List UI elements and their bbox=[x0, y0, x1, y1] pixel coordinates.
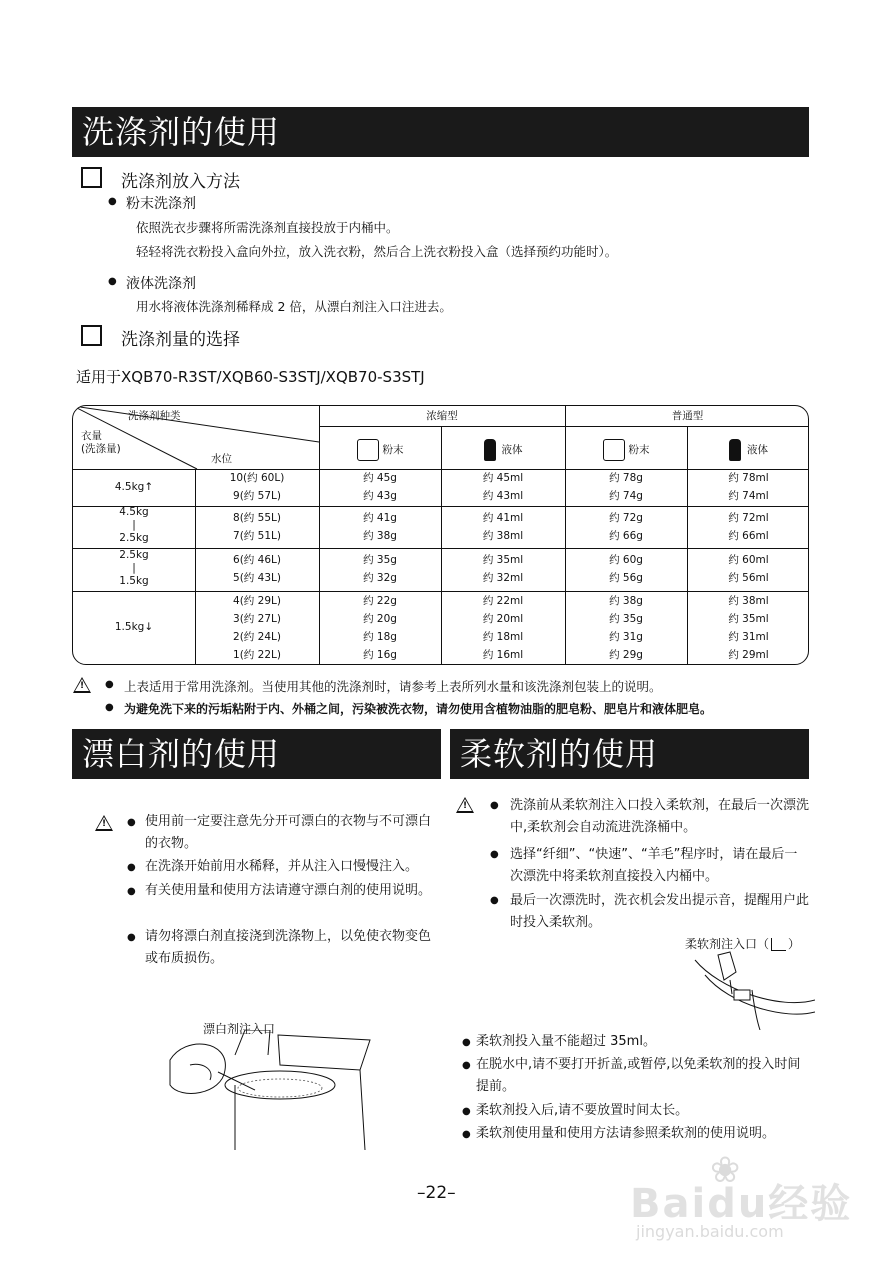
conc-liquid-cell: 约 45ml 约 43ml bbox=[482, 472, 524, 502]
norm-powder-cell: 约 38g 约 35g 约 31g 约 29g bbox=[609, 595, 643, 661]
softener-title-band bbox=[450, 729, 809, 779]
bullet-icon: ● bbox=[127, 932, 136, 943]
normal-header: 普通型 bbox=[671, 410, 704, 422]
table-note-2: 为避免洗下来的污垢粘附于内、外桶之间，污染被洗衣物，请勿使用含植物油脂的肥皂粉、肥皂片和液体肥皂。 bbox=[124, 702, 713, 716]
section-checkbox-icon bbox=[81, 167, 102, 188]
bullet-icon: ● bbox=[105, 702, 114, 713]
conc-liquid-cell: 约 35ml 约 32ml bbox=[482, 554, 524, 584]
baidu-watermark bbox=[630, 1150, 870, 1250]
powder-line-2: 轻轻将洗衣粉投入盒向外拉，放入洗衣粉，然后合上洗衣粉投入盒（选择预约功能时）。 bbox=[136, 244, 618, 259]
liquid-line-1: 用水将液体洗涤剂稀释成 2 倍，从漂白剂注入口注进去。 bbox=[136, 299, 452, 314]
softener-note-1: 柔软剂投入量不能超过 35ml。 bbox=[476, 1034, 656, 1049]
norm-powder-cell: 约 72g 约 66g bbox=[609, 512, 643, 542]
norm-liquid-cell: 约 78ml 约 74ml bbox=[728, 472, 769, 502]
water-cell: 4(约 29L) 3(约 27L) 2(约 24L) 1(约 22L) bbox=[233, 595, 281, 661]
table-note-1: 上表适用于常用洗涤剂。当使用其他的洗涤剂时，请参考上表所列水量和该洗涤剂包装上的说明。 bbox=[124, 679, 662, 694]
load-cell: 4.5kg↑ bbox=[114, 481, 154, 493]
bullet-icon: ● bbox=[462, 1037, 471, 1048]
bullet-icon: ● bbox=[127, 817, 136, 828]
bullet-icon: ● bbox=[127, 862, 136, 873]
softener-item-1: 洗涤前从柔软剂注入口投入柔软剂，在最后一次漂洗中,柔软剂会自动流进洗涤桶中。 bbox=[510, 798, 810, 835]
norm-powder-subheader: 粉末 bbox=[565, 439, 687, 461]
paw-icon: ❀ bbox=[710, 1150, 741, 1191]
conc-liquid-cell: 约 41ml 约 38ml bbox=[482, 512, 524, 542]
detergent-amount-table bbox=[72, 405, 809, 665]
bullet-icon: ● bbox=[462, 1106, 471, 1117]
conc-powder-cell: 约 45g 约 43g bbox=[363, 472, 397, 502]
section-amount-heading: 洗涤剂量的选择 bbox=[121, 330, 240, 350]
bleach-item-2: 在洗涤开始前用水稀释，并从注入口慢慢注入。 bbox=[145, 859, 419, 874]
watermark-url: jingyan.baidu.com bbox=[636, 1222, 784, 1241]
warning-icon: ! bbox=[95, 815, 113, 831]
norm-liquid-cell: 约 72ml 约 66ml bbox=[728, 512, 769, 542]
page-number: –22– bbox=[417, 1183, 456, 1203]
detergent-title-band bbox=[72, 107, 809, 157]
conc-powder-cell: 约 35g 约 32g bbox=[363, 554, 397, 584]
water-cell: 8(约 55L) 7(约 51L) bbox=[233, 512, 281, 542]
corner-water-label: 水位 bbox=[211, 453, 232, 465]
watermark-brand: Baidu经验 bbox=[630, 1181, 853, 1227]
bleach-item-1: 使用前一定要注意先分开可漂白的衣物与不可漂白的衣物。 bbox=[145, 814, 432, 851]
norm-powder-cell: 约 78g 约 74g bbox=[609, 472, 643, 502]
bullet-icon: ● bbox=[490, 849, 499, 860]
norm-powder-cell: 约 60g 约 56g bbox=[609, 554, 643, 584]
softener-item-3: 最后一次漂洗时，洗衣机会发出提示音，提醒用户此时投入柔软剂。 bbox=[510, 893, 810, 930]
section-checkbox-icon bbox=[81, 325, 102, 346]
corner-load-label: 衣量 (洗涤量) bbox=[81, 430, 121, 455]
softener-inlet-illustration bbox=[690, 950, 815, 1030]
bullet-icon: ● bbox=[462, 1129, 471, 1140]
bullet-icon: ● bbox=[105, 679, 114, 690]
liquid-bottle-icon bbox=[484, 439, 496, 461]
applies-to-models: 适用于XQB70-R3ST/XQB60-S3STJ/XQB70-S3STJ bbox=[76, 368, 425, 386]
norm-liquid-subheader: 液体 bbox=[687, 439, 809, 461]
bullet-icon: ● bbox=[490, 895, 499, 906]
bullet-icon: ● bbox=[127, 886, 136, 897]
bleach-title: 漂白剂的使用 bbox=[82, 735, 281, 773]
softener-title: 柔软剂的使用 bbox=[460, 735, 659, 773]
bleach-inlet-label: 漂白剂注入口 bbox=[203, 1022, 276, 1036]
load-cell: 1.5kg↓ bbox=[114, 621, 154, 633]
load-cell: 4.5kg | 2.5kg bbox=[119, 506, 149, 544]
liquid-detergent-label: ● 液体洗涤剂 bbox=[126, 273, 196, 293]
softener-note-3: 柔软剂投入后,请不要放置时间太长。 bbox=[476, 1103, 689, 1118]
powder-line-1: 依照洗衣步骤将所需洗涤剂直接投放于内桶中。 bbox=[136, 220, 399, 235]
softener-note-4: 柔软剂使用量和使用方法请参照柔软剂的使用说明。 bbox=[476, 1126, 776, 1141]
bullet-icon: ● bbox=[462, 1060, 471, 1071]
liquid-bottle-icon bbox=[729, 439, 741, 461]
load-cell: 2.5kg | 1.5kg bbox=[119, 549, 149, 587]
section-placement-heading: 洗涤剂放入方法 bbox=[121, 172, 240, 192]
water-cell: 6(约 46L) 5(约 43L) bbox=[233, 554, 281, 584]
bleach-item-4: 请勿将漂白剂直接浇到洗涤物上，以免使衣物变色或布质损伤。 bbox=[145, 929, 432, 966]
norm-liquid-cell: 约 60ml 约 56ml bbox=[728, 554, 769, 584]
powder-detergent-label: ● 粉末洗涤剂 bbox=[126, 193, 196, 213]
conc-powder-cell: 约 22g 约 20g 约 18g 约 16g bbox=[363, 595, 397, 661]
warning-icon: ! bbox=[456, 797, 474, 813]
bleach-inlet-illustration bbox=[160, 1030, 380, 1150]
concentrated-header: 浓缩型 bbox=[426, 410, 458, 422]
norm-liquid-cell: 约 38ml 约 35ml 约 31ml 约 29ml bbox=[728, 595, 769, 661]
conc-powder-cell: 约 41g 约 38g bbox=[363, 512, 397, 542]
conc-liquid-subheader: 液体 bbox=[441, 439, 565, 461]
bullet-icon: ● bbox=[490, 800, 499, 811]
warning-icon: ! bbox=[73, 677, 91, 693]
detergent-title: 洗涤剂的使用 bbox=[82, 113, 281, 151]
bleach-title-band bbox=[72, 729, 441, 779]
bleach-item-3: 有关使用量和使用方法请遵守漂白剂的使用说明。 bbox=[145, 883, 432, 898]
softener-item-2: 选择“纤细”、“快速”、“羊毛”程序时，请在最后一次漂洗中将柔软剂直接投入内桶中。 bbox=[510, 847, 798, 884]
water-cell: 10(约 60L) 9(约 57L) bbox=[229, 472, 285, 502]
powder-box-icon bbox=[357, 439, 379, 461]
softener-note-2: 在脱水中,请不要打开折盖,或暂停,以免柔软剂的投入时间提前。 bbox=[476, 1057, 801, 1094]
powder-box-icon bbox=[603, 439, 625, 461]
conc-powder-subheader: 粉末 bbox=[319, 439, 441, 461]
corner-type-label: 洗涤剂种类 bbox=[128, 410, 181, 422]
conc-liquid-cell: 约 22ml 约 20ml 约 18ml 约 16ml bbox=[482, 595, 524, 661]
softener-inlet-label: 柔软剂注入口（ ） bbox=[685, 937, 801, 951]
